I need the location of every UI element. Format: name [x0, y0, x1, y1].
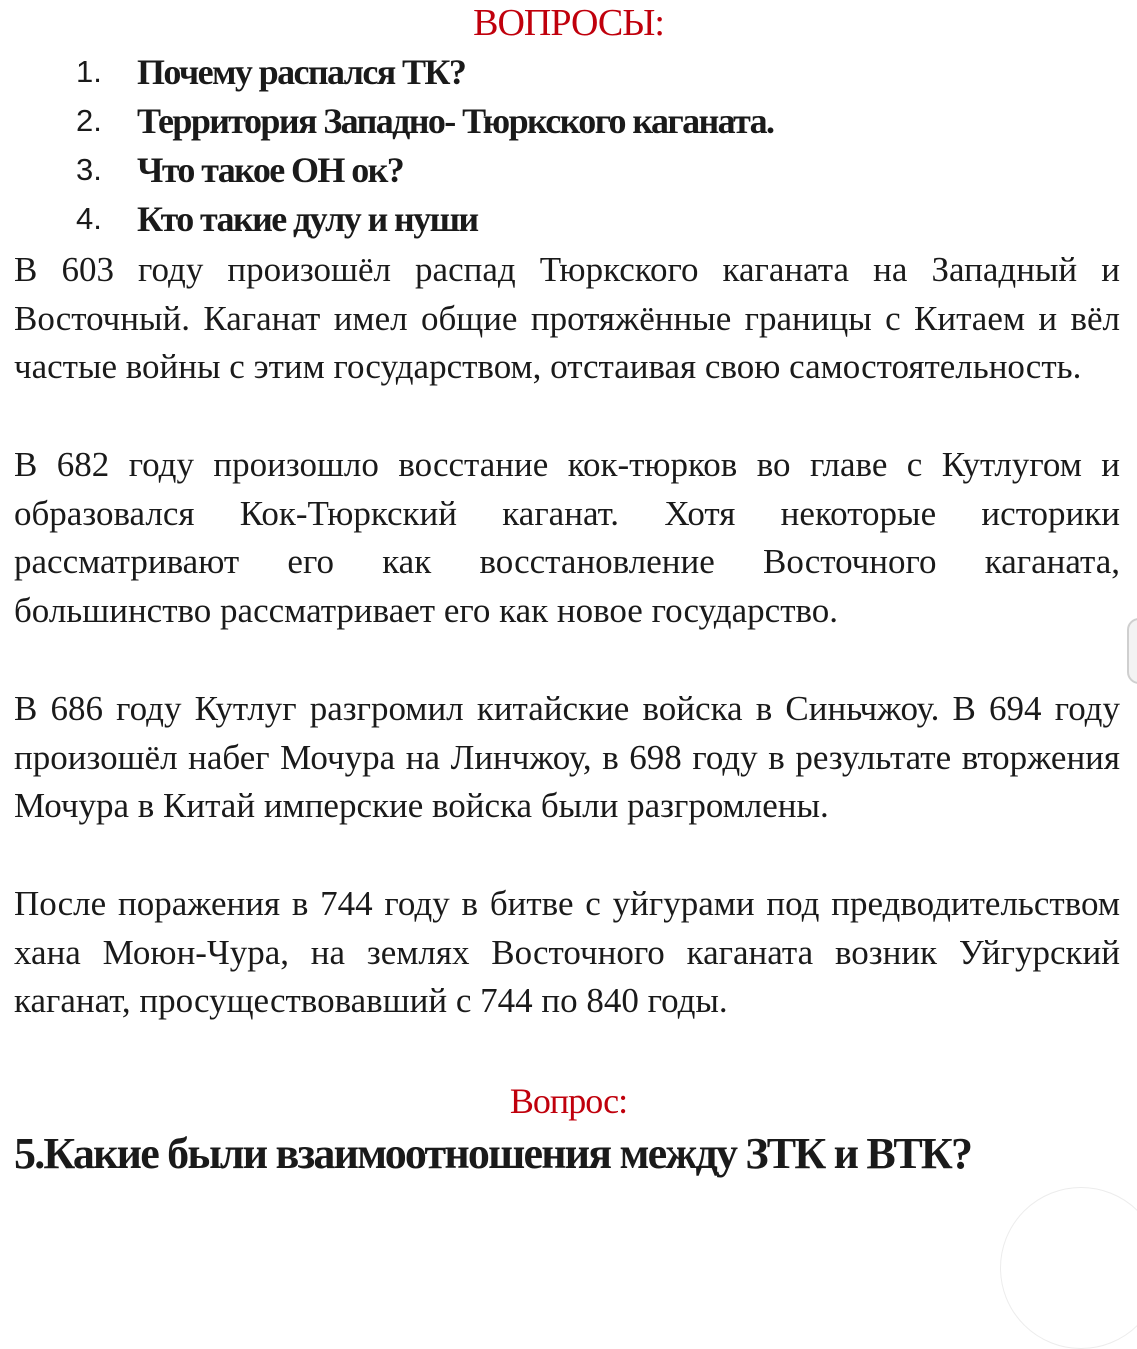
scroll-handle[interactable] — [1127, 618, 1137, 684]
question-text: Кто такие дулу и нуши — [137, 199, 478, 239]
question-text: Что такое ОН ок? — [137, 150, 404, 190]
question-item-1 — [0, 49, 1137, 98]
question-number: 2. — [76, 103, 102, 138]
question-number: 4. — [76, 201, 102, 236]
questions-list — [0, 49, 1137, 245]
paragraph-686: В 686 году Кутлуг разгромил китайские войска в Синьчжоу. В 694 году произошёл набег Мочура на Линчжоу, в 698 году в результате вторжения Мочура в Китай имперские войска были разгромлены. — [14, 689, 1120, 826]
question-number: 1. — [76, 54, 102, 89]
question-text: Территория Западно- Тюркского каганата. — [137, 101, 774, 141]
question-item-2 — [0, 98, 1137, 147]
question-number: 3. — [76, 152, 102, 187]
question-text: Почему распался ТК? — [137, 52, 466, 92]
questions-title: ВОПРОСЫ: — [473, 2, 664, 44]
paragraph-603: В 603 году произошёл распад Тюркского каганата на Западный и Восточный. Каганат имел общие протяжённые границы с Китаем и вёл частые войны с этим государством, отстаивая свою самостоятельность. — [14, 250, 1120, 387]
corner-circle-decoration — [1000, 1187, 1137, 1349]
paragraph-744: После поражения в 744 году в битве с уйгурами под предводительством хана Моюн-Чура, на землях Восточного каганата возник Уйгурский каганат, просуществовавший с 744 по 840 годы. — [14, 884, 1120, 1021]
question-item-4 — [0, 196, 1137, 245]
question-item-3 — [0, 147, 1137, 196]
final-question: 5.Какие были взаимоотношения между ЗТК и ВТК? — [14, 1129, 972, 1178]
paragraph-682: В 682 году произошло восстание кок-тюрков во главе с Кутлугом и образовался Кок-Тюркский каганат. Хотя некоторые историки рассматривают его как восстановление Восточного каганата, большинство рассматривает его как новое государство. — [14, 445, 1120, 631]
question-subheading: Вопрос: — [509, 1081, 628, 1121]
